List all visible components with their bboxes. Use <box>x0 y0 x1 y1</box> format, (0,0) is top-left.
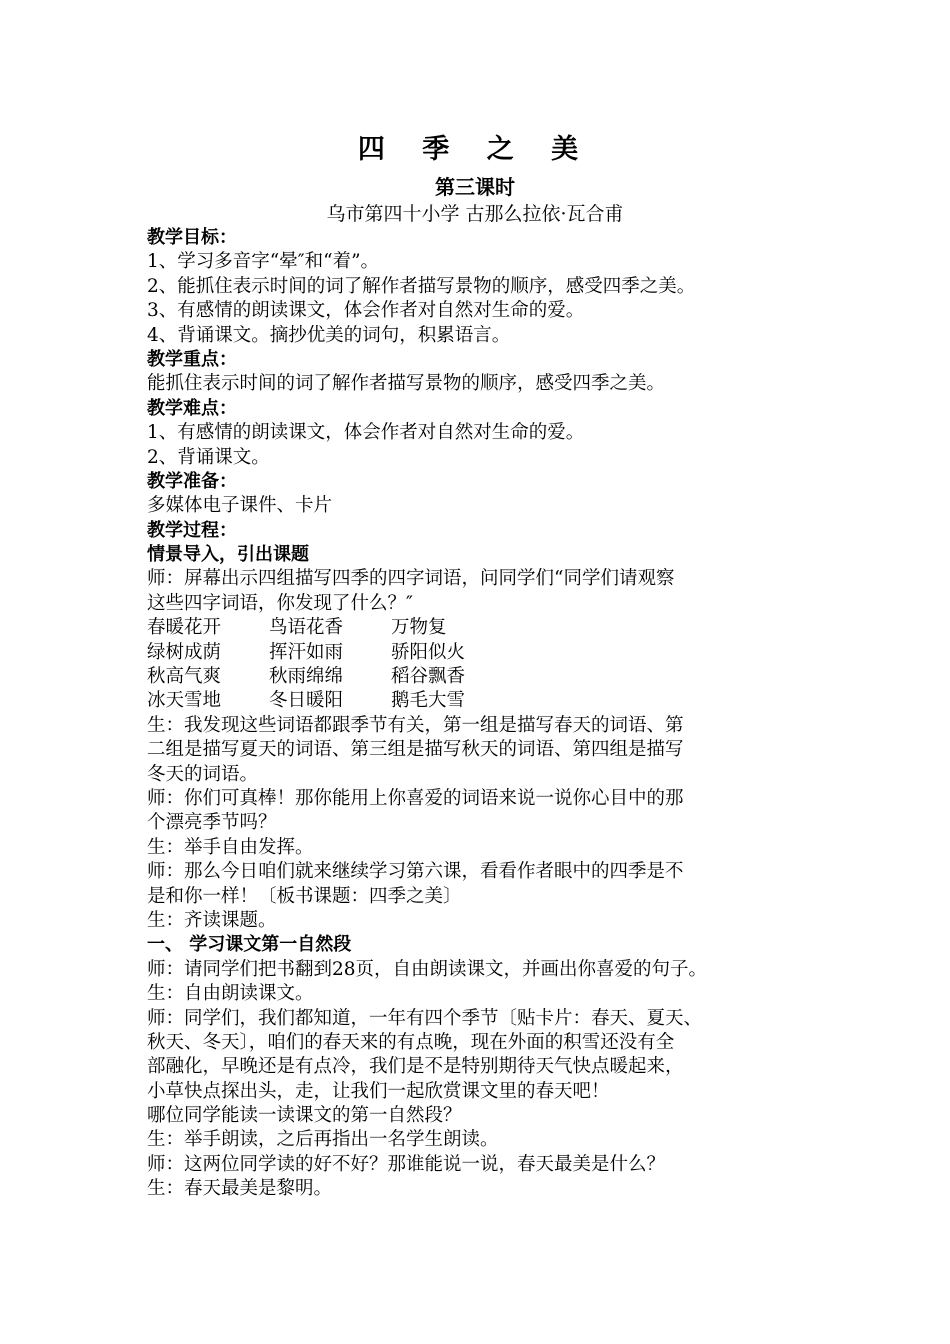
goal-item: 3、有感情的朗读课文，体会作者对自然对生命的爱。 <box>147 300 585 322</box>
word-group-row <box>147 616 827 640</box>
teacher-line: 秋天、冬天〕，咱们的春天来的有点晚，现在外面的积雪还没有全 <box>147 1031 675 1053</box>
word-group-row <box>147 689 827 713</box>
word-cell: 稻谷飘香 <box>391 666 466 688</box>
author-line: 乌市第四十小学 古那么拉依·瓦合甫 <box>326 203 624 225</box>
student-line: 冬天的词语。 <box>147 763 259 785</box>
lesson-subtitle: 第三课时 <box>435 175 515 199</box>
student-line: 二组是描写夏天的词语、第三组是描写秋天的词语、第四组是描写 <box>147 739 684 761</box>
teacher-line: 是和你一样！〔板书课题：四季之美〕 <box>147 885 462 907</box>
student-line: 生：春天最美是黎明。 <box>147 1178 333 1200</box>
student-line: 生：齐读课题。 <box>147 909 277 931</box>
word-cell: 鸟语花香 <box>269 617 344 639</box>
section-heading-preparation: 教学准备： <box>147 470 237 492</box>
section-heading-process: 教学过程： <box>147 519 237 541</box>
word-cell: 春暖花开 <box>147 617 222 639</box>
teacher-line: 师：请同学们把书翻到28页，自由朗读课文，并画出你喜爱的句子。 <box>147 958 708 980</box>
word-cell: 秋雨绵绵 <box>269 666 344 688</box>
word-cell: 冰天雪地 <box>147 690 222 712</box>
teacher-line: 师：你们可真棒！那你能用上你喜爱的词语来说一说你心目中的那 <box>147 787 684 809</box>
word-cell: 绿树成荫 <box>147 641 222 663</box>
goal-item: 1、学习多音字“晕″和“着”。 <box>147 251 380 273</box>
word-cell: 骄阳似火 <box>391 641 466 663</box>
section-heading-part-one: 一、 学习课文第一自然段 <box>147 934 352 956</box>
preparation-text: 多媒体电子课件、卡片 <box>147 495 333 517</box>
key-point-text: 能抓住表示时间的词了解作者描写景物的顺序，感受四季之美。 <box>147 373 666 395</box>
teacher-line: 师：那么今日咱们就来继续学习第六课，看看作者眼中的四季是不 <box>147 861 684 883</box>
word-cell: 秋高气爽 <box>147 666 222 688</box>
student-line: 生：举手自由发挥。 <box>147 836 314 858</box>
word-cell: 挥汗如雨 <box>269 641 344 663</box>
difficulty-item: 2、背诵课文。 <box>147 446 270 468</box>
word-group-row <box>147 665 827 689</box>
student-line: 生：自由朗读课文。 <box>147 983 314 1005</box>
word-cell: 万物复 <box>391 617 447 639</box>
section-heading-intro: 情景导入，引出课题 <box>147 544 309 566</box>
teacher-line: 小草快点探出头，走，让我们一起欣赏课文里的春天吧！ <box>147 1080 610 1102</box>
section-heading-difficulties: 教学难点： <box>147 397 237 419</box>
teacher-line: 部融化，早晚还是有点冷，我们是不是特别期待天气快点暖起来， <box>147 1056 684 1078</box>
student-line: 生：我发现这些词语都跟季节有关，第一组是描写春天的词语、第 <box>147 714 684 736</box>
student-line: 生：举手朗读，之后再指出一名学生朗读。 <box>147 1129 499 1151</box>
teacher-line: 师：屏幕出示四组描写四季的四字词语，问同学们“同学们请观察 <box>147 568 675 590</box>
teacher-line: 这些四字词语，你发现了什么？″ <box>147 592 413 614</box>
teacher-line: 哪位同学能读一读课文的第一自然段？ <box>147 1105 462 1127</box>
word-group-row <box>147 641 827 665</box>
teacher-line: 个漂亮季节吗？ <box>147 812 277 834</box>
difficulty-item: 1、有感情的朗读课文，体会作者对自然对生命的爱。 <box>147 422 585 444</box>
lesson-body <box>147 226 827 1202</box>
word-cell: 冬日暖阳 <box>269 690 344 712</box>
teacher-line: 师：同学们，我们都知道，一年有四个季节〔贴卡片：春天、夏天、 <box>147 1007 703 1029</box>
section-heading-key-points: 教学重点： <box>147 348 237 370</box>
section-heading-goals: 教学目标： <box>147 227 237 248</box>
goal-item: 4、背诵课文。摘抄优美的词句，积累语言。 <box>147 324 511 346</box>
teacher-line: 师：这两位同学读的好不好？那谁能说一说，春天最美是什么？ <box>147 1153 666 1175</box>
word-cell: 鹅毛大雪 <box>391 690 466 712</box>
goal-item: 2、能抓住表示时间的词了解作者描写景物的顺序，感受四季之美。 <box>147 275 696 297</box>
page-title: 四 季 之 美 <box>357 134 593 165</box>
